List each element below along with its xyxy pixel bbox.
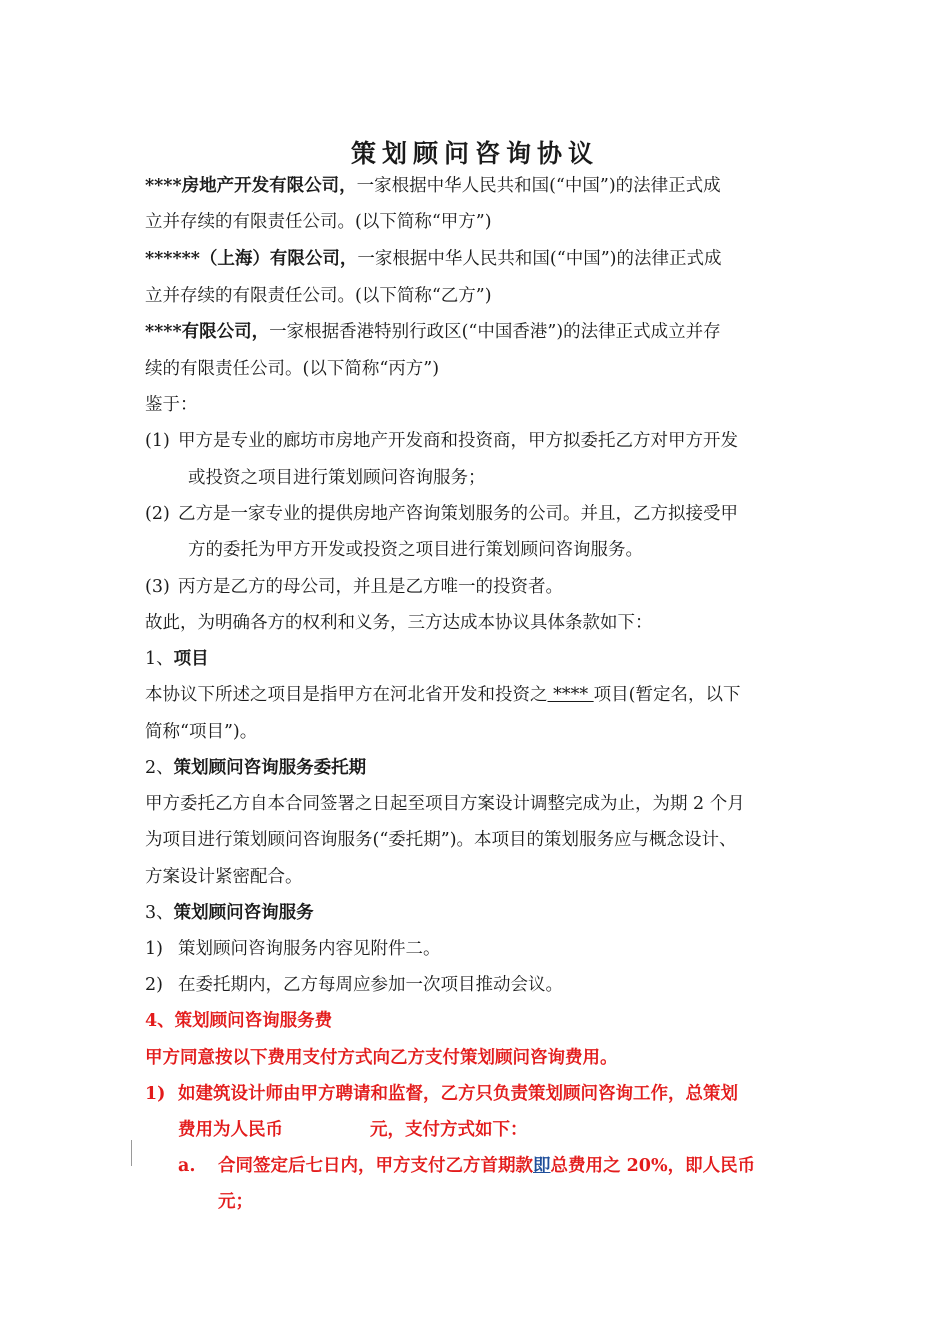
section-4-sub-a-line-2: 元； — [218, 1192, 253, 1212]
section-3-item-1-number: 1) — [145, 939, 163, 959]
section-3-item-2-number: 2) — [145, 975, 163, 995]
recital-3-number: (3) — [145, 577, 170, 597]
section-2-heading — [145, 756, 366, 780]
section-1-number: 1、 — [145, 649, 174, 669]
section-3-title: 策划顾问咨询服务 — [173, 903, 314, 923]
section-4-item-1-fee-label: 费用为人民币 — [178, 1120, 283, 1140]
party-c-desc: 一家根据香港特别行政区(“中国香港”)的法律正式成立并存 — [269, 322, 721, 342]
recital-1-line-1: 甲方是专业的廊坊市房地产开发商和投资商，甲方拟委托乙方对甲方开发 — [178, 431, 738, 451]
party-b-name: ******（上海）有限公司， — [145, 249, 358, 269]
party-a-desc: 一家根据中华人民共和国(“中国”)的法律正式成 — [356, 176, 721, 196]
party-a-line-1 — [145, 174, 721, 198]
section-3-heading — [145, 901, 314, 925]
recital-3-line-1: 丙方是乙方的母公司，并且是乙方唯一的投资者。 — [178, 577, 563, 597]
section-2-title: 策划顾问咨询服务委托期 — [173, 758, 367, 778]
recital-2-line-1: 乙方是一家专业的提供房地产咨询策划服务的公司。并且，乙方拟接受甲 — [178, 504, 738, 524]
section-4-heading: 4、策划顾问咨询服务费 — [145, 1011, 333, 1031]
party-a-line-2: 立并存续的有限责任公司。(以下简称“甲方”) — [145, 212, 492, 232]
whereas-heading: 鉴于： — [145, 395, 198, 415]
section-4-item-1-fee-unit: 元，支付方式如下： — [370, 1120, 528, 1140]
party-c-line-2: 续的有限责任公司。(以下简称“丙方”) — [145, 359, 440, 379]
party-c-line-1 — [145, 320, 721, 344]
sub-a-text-post: 总费用之 20%，即人民币 — [550, 1156, 756, 1176]
project-name-blank: **** — [547, 685, 594, 705]
section-4-item-1-number: 1) — [145, 1084, 166, 1104]
section-2-number: 2、 — [145, 758, 174, 778]
recital-2-line-2: 方的委托为甲方开发或投资之项目进行策划顾问咨询服务。 — [188, 540, 643, 560]
agreement-intro: 故此，为明确各方的权利和义务，三方达成本协议具体条款如下： — [145, 613, 653, 633]
recital-1-number: (1) — [145, 431, 170, 451]
recital-2-number: (2) — [145, 504, 170, 524]
party-a-name: ****房地产开发有限公司， — [145, 176, 357, 196]
section-1-line-1 — [145, 683, 740, 707]
recital-1-line-2: 或投资之项目进行策划顾问咨询服务； — [188, 468, 486, 488]
section-1-text-post: 项目(暂定名，以下 — [593, 685, 741, 705]
section-4-sub-a-line-1 — [218, 1154, 755, 1178]
sub-a-link-text[interactable]: 即 — [533, 1156, 551, 1176]
party-b-desc: 一家根据中华人民共和国(“中国”)的法律正式成 — [357, 249, 722, 269]
party-b-line-1 — [145, 247, 721, 271]
section-4-sub-a-letter: a. — [178, 1156, 196, 1176]
section-1-title: 项目 — [173, 649, 209, 669]
party-b-line-2: 立并存续的有限责任公司。(以下简称“乙方”) — [145, 286, 492, 306]
section-1-text-pre: 本协议下所述之项目是指甲方在河北省开发和投资之 — [145, 685, 548, 705]
party-c-name: ****有限公司， — [145, 322, 270, 342]
section-2-line-3: 方案设计紧密配合。 — [145, 867, 303, 887]
section-3-number: 3、 — [145, 903, 174, 923]
section-2-line-2: 为项目进行策划顾问咨询服务(“委托期”)。本项目的策划服务应与概念设计、 — [145, 830, 737, 850]
section-4-item-1-line-1: 如建筑设计师由甲方聘请和监督，乙方只负责策划顾问咨询工作，总策划 — [178, 1084, 738, 1104]
section-3-item-2-text: 在委托期内，乙方每周应参加一次项目推动会议。 — [178, 975, 563, 995]
section-4-intro: 甲方同意按以下费用支付方式向乙方支付策划顾问咨询费用。 — [145, 1048, 618, 1068]
section-1-heading — [145, 647, 209, 671]
sub-a-text-pre: 合同签定后七日内，甲方支付乙方首期款 — [218, 1156, 533, 1176]
revision-margin-bar — [131, 1140, 132, 1166]
section-2-line-1: 甲方委托乙方自本合同签署之日起至项目方案设计调整完成为止，为期 2 个月 — [145, 794, 745, 814]
section-1-line-2: 简称“项目”)。 — [145, 722, 258, 742]
document-title: 策划顾问咨询协议 — [350, 139, 599, 168]
section-3-item-1-text: 策划顾问咨询服务内容见附件二。 — [178, 939, 441, 959]
